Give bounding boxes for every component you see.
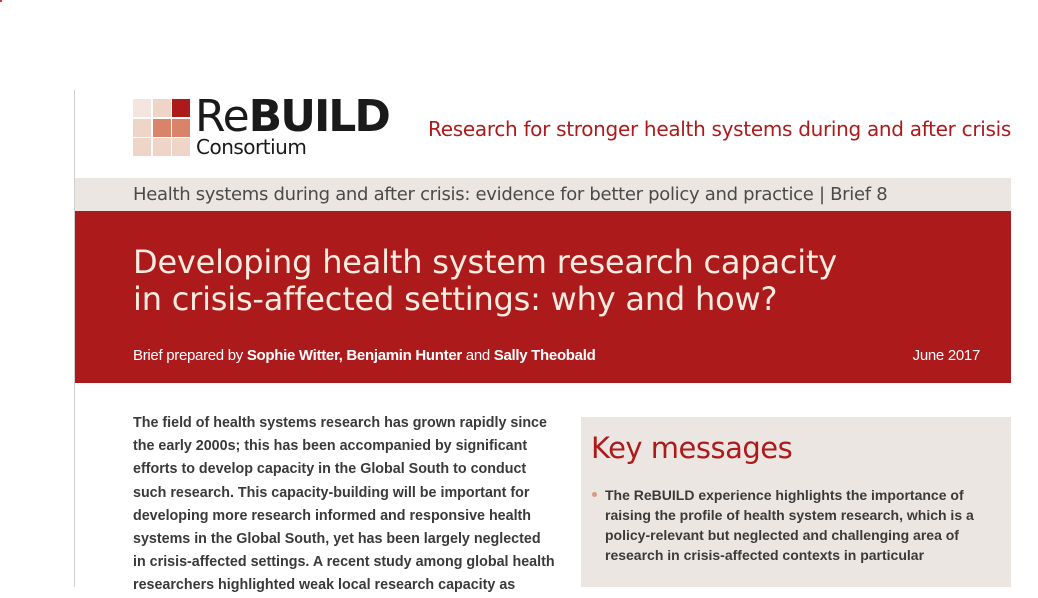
title-line: Developing health system research capacity <box>133 243 838 281</box>
logo-square <box>153 138 171 156</box>
paragraph-line: systems in the Global South, yet has been largely neglected <box>133 531 541 548</box>
key-message-line: research in crisis-affected contexts in particular <box>605 547 925 563</box>
paragraph-line: developing more research informed and responsive health <box>133 507 532 524</box>
logo-square <box>153 119 171 137</box>
paragraph-line: such research. This capacity-building will be important for <box>133 484 530 501</box>
logo-wordmark: ReBUILD <box>195 91 389 142</box>
intro-paragraph <box>133 412 573 598</box>
logo-grid-icon <box>133 99 190 156</box>
title-band <box>75 211 1011 383</box>
paragraph-line: The field of health systems research has grown rapidly since <box>133 415 547 431</box>
logo-square <box>133 138 151 156</box>
key-messages-title: Key messages <box>591 431 793 465</box>
logo-square <box>172 119 190 137</box>
paragraph-line: efforts to develop capacity in the Global South to conduct <box>133 461 527 478</box>
logo-square <box>133 119 151 137</box>
rebuild-logo <box>133 91 389 159</box>
header-tagline: Research for stronger health systems during and after crisis <box>428 117 1011 141</box>
byline: Brief prepared by Sophie Witter, Benjamin Hunter and Sally Theobald <box>133 347 596 364</box>
key-message-item <box>591 485 996 565</box>
key-message-line: policy-relevant but neglected and challenging area of <box>605 527 959 543</box>
logo-square <box>133 99 151 117</box>
logo-square <box>172 99 190 117</box>
author-names: Sophie Witter, Benjamin Hunter <box>246 347 462 364</box>
corner-mark <box>0 0 2 2</box>
paragraph-line: the early 2000s; this has been accompanied by significant <box>133 438 528 455</box>
brief-title <box>133 244 913 318</box>
series-band <box>75 178 1011 211</box>
logo-consortium: Consortium <box>196 135 307 159</box>
title-line: in crisis-affected settings: why and how? <box>133 280 778 318</box>
bullet-icon <box>592 492 597 497</box>
paragraph-line: in crisis-affected settings. A recent study among global health <box>133 554 555 571</box>
key-messages-box <box>581 417 1011 587</box>
key-messages-list <box>591 485 996 565</box>
key-message-line: The ReBUILD experience highlights the importance of <box>605 487 964 503</box>
author-name: Sally Theobald <box>493 347 596 364</box>
paragraph-line: researchers highlighted weak local research capacity as <box>133 577 516 594</box>
brief-date: June 2017 <box>912 347 980 364</box>
logo-square <box>153 99 171 117</box>
logo-square <box>172 138 190 156</box>
key-message-line: raising the profile of health system research, which is a <box>605 507 974 523</box>
series-text: Health systems during and after crisis: evidence for better policy and practice | Brief 8 <box>133 184 888 205</box>
